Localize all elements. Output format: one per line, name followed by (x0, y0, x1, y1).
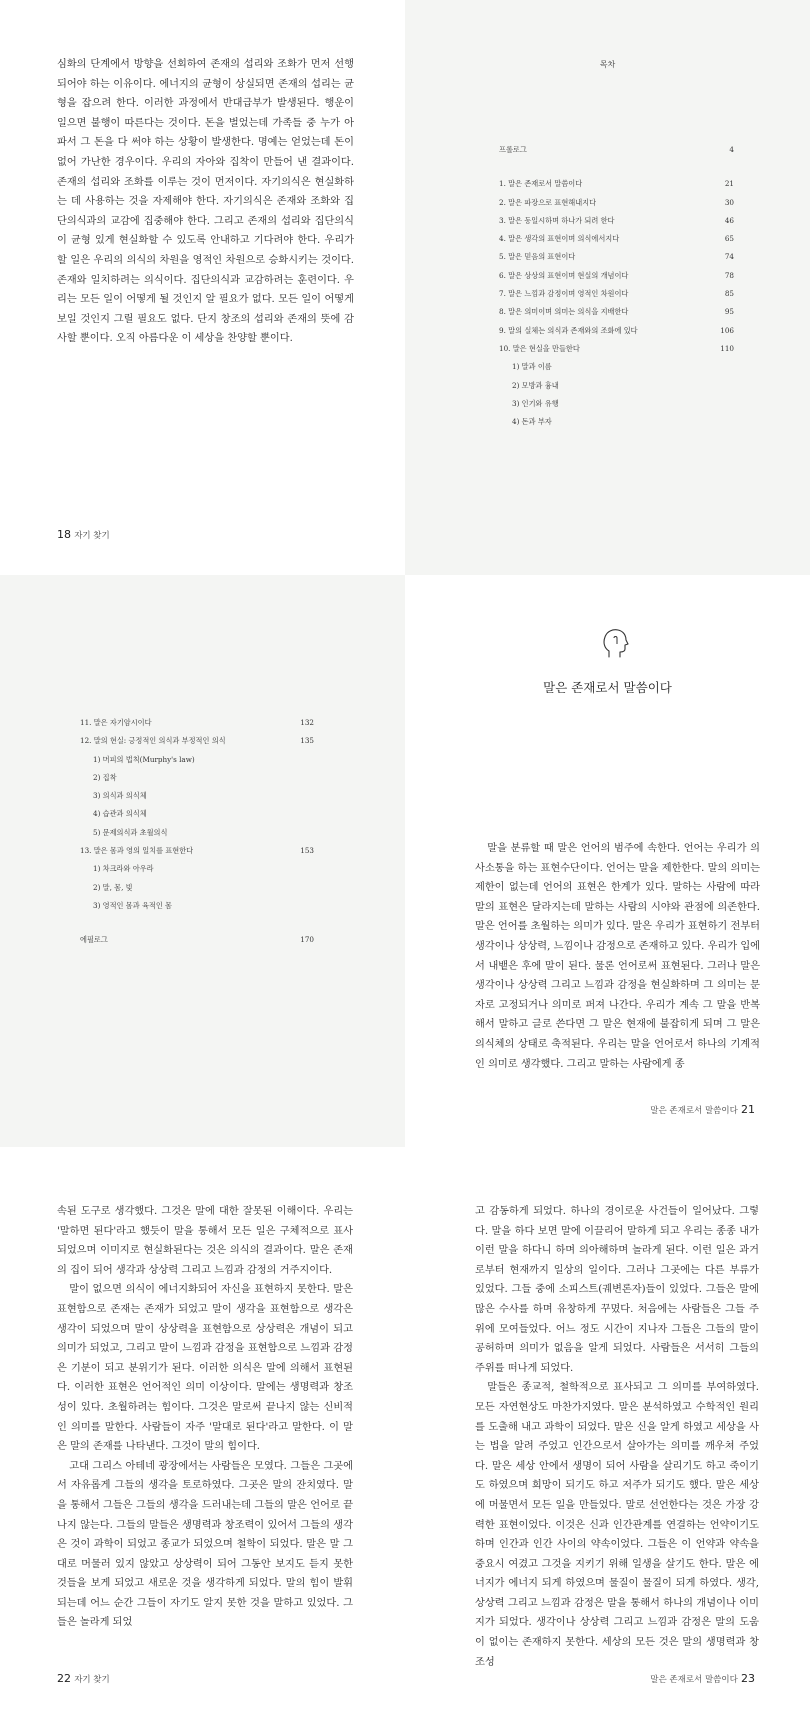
paragraph: 속된 도구로 생각했다. 그것은 말에 대한 잘못된 이해이다. 우리는 '말하면 된다'라고 했듯이 말을 통해서 모든 일은 구체적으로 표사되었으며 이미지로 현실화된다는 것은 의식의 결과이다. 말은 존재의 집이 되어 생각과 상상력 그리고 느낌과 감정의 거주지이다. (57, 1206, 353, 1276)
running-header: 말은 존재로서 말씀이다 (650, 1106, 738, 1116)
toc-entry-chapter[interactable]: 10. 말은 현실을 만들한다 110 (499, 343, 734, 353)
running-header: 자기 찾기 (74, 531, 110, 541)
page-22-footer (57, 1672, 110, 1685)
toc-entry-subsection[interactable]: 3) 영적인 몸과 육적인 몸 (93, 900, 173, 910)
toc-entry-subsection[interactable]: 5) 문제의식과 초월의식 (93, 827, 168, 837)
page-21-footer (650, 1103, 755, 1116)
page-23-body (475, 1202, 759, 1672)
toc-entry-chapter[interactable]: 5. 말은 믿음의 표현이다 74 (499, 252, 734, 262)
page-number: 22 (57, 1672, 71, 1685)
toc-entry-prologue[interactable]: 프롤로그 4 (499, 145, 734, 154)
page-23 (405, 1147, 810, 1721)
toc-list-2 (80, 714, 314, 950)
running-header: 자기 찾기 (74, 1675, 110, 1685)
page-22 (0, 1147, 405, 1721)
head-outline-icon (601, 627, 629, 659)
paragraph: 말이 없으면 의식이 에너지화되어 자신을 표현하지 못한다. 말은 표현함으로 존재는 존재가 되었고 말이 생각을 표현함으로 생각은 생각이 되었으며 말이 상상력을 표현함으로 상상력은 개념이 되고 의미가 되었고, 그리고 말이 느낌과 감정을 표현함으로 느낌과 감정은 기분이 되고 분위기가 된다. 이러한 의식은 말에 의해서 표현된다. 이러한 표현은 언어적인 의미 이상이다. 말에는 생명력과 창조성이 있다. 초월하려는 힘이다. 그것은 말로써 끝나지 않는 신비적인 의미를 말한다. 사람들이 자주 '말대로 된다'라고 말한다. 이 말은 말의 존재를 나타낸다. 그것이 말의 힘이다. (57, 1284, 353, 1453)
toc-entry-chapter[interactable]: 6. 말은 상상의 표현이며 현실의 개념이다 78 (499, 270, 734, 280)
toc-entry-chapter-13[interactable]: 13. 말은 몸과 영의 일치를 표현한다 153 (80, 846, 314, 856)
page-18-body: 심화의 단계에서 방향을 선회하여 존재의 섭리와 조화가 먼저 선행되어야 하는 이유이다. 에너지의 균형이 상실되면 존재의 섭리는 균형을 잡으려 한다. 이러한 과정에서 반대급부가 발생된다. 행운이 일으면 불행이 따른다는 것이다. 돈을 벌었는데 가족들 중 누가 아파서 그 돈을 다 써야 하는 상황이 발생한다. 명예는 얻었는데 돈이 없어 가난한 경우이다. 우리의 자아와 집착이 만들어 낸 결과이다. 존재의 섭리와 조화를 이루는 것이 먼저이다. 자기의식은 현실화하는 데 사용하는 것을 자제해야 한다. 자기의식은 존재와 조화와 집단의식과의 교감에 집중해야 한다. 그리고 존재의 섭리와 집단의식이 균형 있게 현실화할 수 있도록 안내하고 기다려야 한다. 우리가 할 일은 우리의 의식의 차원을 영적인 차원으로 승화시키는 것이다. 존재와 일치하려는 의식이다. 집단의식과 교감하려는 훈련이다. 우리는 모든 일이 어떻게 될 것인지 알 필요가 없다. 모든 일이 어떻게 보일 것인지 그릴 필요도 없다. 단지 창조의 섭리와 존재의 뜻에 감사할 뿐이다. 오직 아름다운 이 세상을 찬양할 뿐이다. (57, 59, 354, 345)
toc-list-1 (499, 141, 734, 431)
toc-entry-chapter[interactable]: 12. 말의 현실: 긍정적인 의식과 부정적인 의식 135 (80, 736, 314, 746)
toc-entry-chapter[interactable]: 4. 말은 생각의 표현이며 의식에서지다 65 (499, 234, 734, 244)
page-18 (0, 0, 405, 575)
page-number: 21 (741, 1103, 755, 1116)
toc-title: 목차 (599, 60, 616, 69)
page-21 (405, 575, 810, 1147)
toc-entry-chapter[interactable]: 1. 말은 존재로서 말씀이다 21 (499, 179, 734, 189)
toc-entry-subsection[interactable]: 1) 머피의 법칙(Murphy's law) (93, 754, 195, 764)
toc-entry-chapter[interactable]: 2. 말은 파장으로 표현해내지다 30 (499, 197, 734, 207)
toc-entry-subsection[interactable]: 3) 인기와 유행 (512, 398, 559, 408)
toc-entry-chapter[interactable]: 3. 말은 동일시하며 하나가 되려 한다 46 (499, 215, 734, 225)
toc-entry-subsection[interactable]: 4) 돈과 부자 (512, 417, 552, 427)
paragraph: 고대 그리스 아테네 광장에서는 사람들은 모였다. 그들은 그곳에서 자유롭게 그들의 생각을 토로하였다. 그곳은 말의 잔치였다. 말을 통해서 그들은 그들의 생각을 드러내는데 그들의 말은 언어로 끝나지 않는다. 그들의 말들은 생명력과 창조력이 있어서 그들의 생각은 것이 과학이 되었고 종교가 되었으며 철학이 되었다. 말은 말 그대로 머물러 있지 않았고 상상력이 되어 그동안 보지도 듣지 못한 것들을 보게 되었고 새로운 것을 생각하게 되었다. 말의 힘이 발휘되는데 어느 순간 그들이 자기도 알지 못한 것을 말하고 있었다. 그들은 놀라게 되었 (57, 1460, 353, 1629)
toc-entry-subsection[interactable]: 2) 집착 (93, 772, 117, 782)
page-21-body: 말을 분류할 때 말은 언어의 범주에 속한다. 언어는 우리가 의사소통을 하는 표현수단이다. 언어는 말을 제한한다. 말의 의미는 제한이 없는데 언어의 표현은 한계가 있다. 말하는 사람에 따라 말의 표현은 달라지는데 말하는 사람의 시야와 관점에 의존한다. 말은 언어를 초월하는 의미가 있다. 말은 우리가 표현하기 전부터 생각이나 상상력, 느낌이나 감정으로 존재하고 있다. 우리가 입에서 내뱉은 후에 말이 된다. 물론 언어로써 표현된다. 그러나 말은 생각이나 상상력 그리고 느낌과 감정을 현실화하며 그 의미는 문자로 고정되거나 의미로 퍼져 나간다. 우리가 계속 그 말을 반복해서 말하고 글로 쓴다면 그 말은 현재에 불잡히게 되며 그 말은 의식체의 상태로 축적된다. 우리는 말을 언어로서 하나의 기계적인 의미로 생각했다. 그리고 말하는 사람에게 종 (475, 843, 761, 1070)
toc-entry-subsection[interactable]: 2) 모방과 흉내 (512, 380, 559, 390)
toc-entry-chapter[interactable]: 11. 말은 자기암시이다 132 (80, 718, 314, 727)
toc-entry-subsection[interactable]: 2) 말, 몸, 빛 (93, 882, 133, 892)
toc-entry-subsection[interactable]: 1) 말과 이름 (512, 362, 552, 372)
toc-page-1 (405, 0, 810, 575)
toc-entry-chapter[interactable]: 9. 말의 실체는 의식과 존재와의 조화에 있다 106 (499, 325, 734, 335)
toc-entry-epilogue[interactable]: 에필로그 170 (80, 935, 314, 945)
page-number: 23 (741, 1672, 755, 1685)
page-22-body (57, 1202, 353, 1633)
running-header: 말은 존재로서 말씀이다 (650, 1675, 738, 1685)
page-18-footer (57, 528, 110, 541)
chapter-title: 말은 존재로서 말씀이다 (543, 680, 672, 695)
toc-entry-subsection[interactable]: 3) 의식과 의식체 (93, 791, 147, 801)
toc-entry-chapter[interactable]: 8. 말은 의미이며 의미는 의식을 지배한다 95 (499, 307, 734, 317)
page-number: 18 (57, 528, 71, 541)
paragraph: 고 감동하게 되었다. 하나의 경이로운 사건들이 일어났다. 그렇다. 말을 하다 보면 말에 이끌리어 말하게 되고 우리는 종종 내가 이런 말을 하다니 하며 의아해하며 놀라게 된다. 이런 일은 과거로부터 현재까지 일상의 일이다. 그러나 그곳에는 다른 부류가 있었다. 그들 중에 소피스트(궤변론자)들이 있었다. 그들은 말에 많은 수사를 하며 유창하게 꾸몄다. 처음에는 사람들은 그들 주위에 모여들었다. 어느 정도 시간이 지나자 그들은 그들의 말이 공허하며 의미가 없음을 알게 되었다. 사람들은 서서히 그들의 주위를 떠나게 되었다. (475, 1206, 759, 1374)
toc-page-2 (0, 575, 405, 1147)
paragraph: 말들은 종교적, 철학적으로 표사되고 그 의미를 부여하였다. 모든 자연현상도 마찬가지였다. 말은 분석하였고 수학적인 원리를 도출해 내고 과학이 되었다. 말은 신을 알게 하였고 세상을 사는 법을 알려 주었고 인간으로서 살아가는 의미를 깨우쳐 주었다. 말은 세상 안에서 생명이 되어 사람을 살리기도 하고 죽이기도 하였으며 희망이 되기도 하고 저주가 되기도 했다. 말은 세상에 머물면서 모든 일을 만들었다. 말로 선언한다는 것은 가장 강력한 표현이었다. 이것은 신과 인간관계를 연결하는 언약이기도 하며 인간과 인간 사이의 약속이었다. 그들은 이 언약과 약속을 중요시 여겼고 그것을 지키기 위해 일생을 살기도 한다. 말은 에너지가 에너지 되게 하였으며 물질이 물질이 되게 하였다. 생각, 상상력 그리고 느낌과 감정은 말을 통해서 하나의 개념이나 이미지가 되었다. 생각이나 상상력 그리고 느낌과 감정은 말의 도움이 없이는 존재하지 못한다. 세상의 모든 것은 말의 생명력과 창조성 (475, 1382, 759, 1668)
toc-entry-chapter[interactable]: 7. 말은 느낌과 감정이며 영적인 차원이다 85 (499, 289, 734, 299)
toc-entry-subsection[interactable]: 4) 습관과 의식체 (93, 809, 147, 819)
page-23-footer (650, 1672, 755, 1685)
toc-entry-subsection[interactable]: 1) 차크라와 아우라 (93, 864, 154, 874)
